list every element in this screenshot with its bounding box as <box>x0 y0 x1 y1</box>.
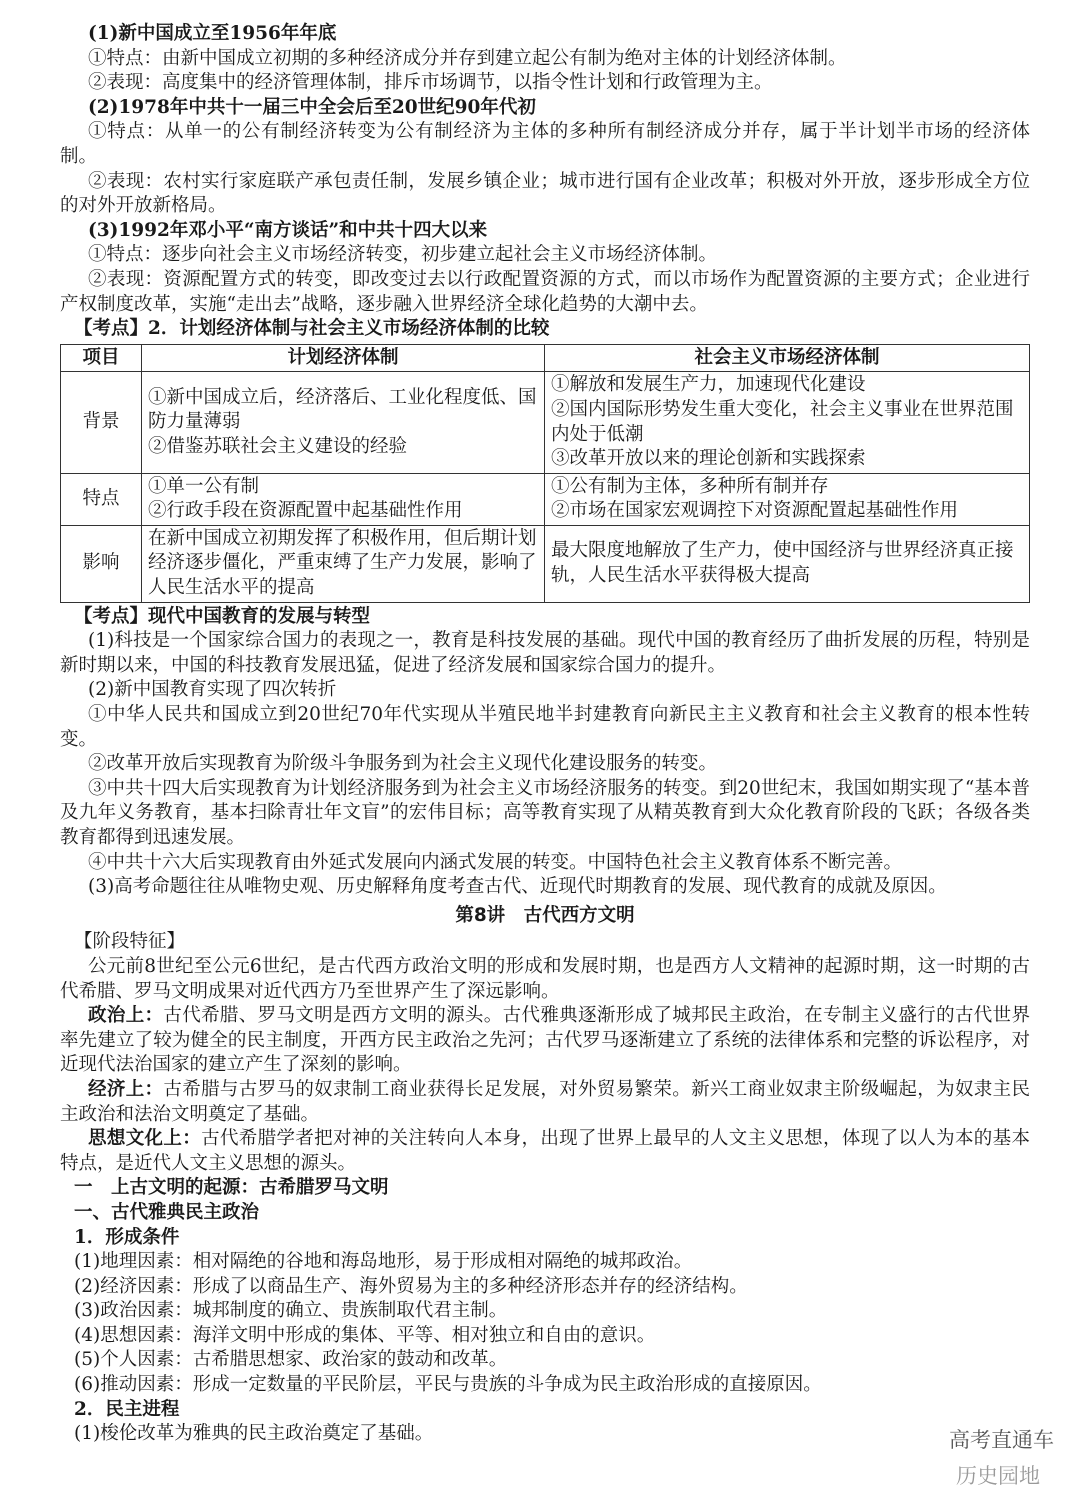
paragraph <box>60 71 1030 96</box>
cell-line: ③改革开放以来的理论创新和实践探索 <box>551 448 866 470</box>
paragraph <box>60 678 1030 703</box>
paragraph <box>60 904 1030 929</box>
paragraph-text: ②表现：农村实行家庭联产承包责任制，发展乡镇企业；城市进行国有企业改革；积极对外开放，逐步形成全方位的对外开放新格局。 <box>60 170 1030 217</box>
paragraph-text: (5)个人因素：古希腊思想家、政治家的鼓动和改革。 <box>74 1349 508 1371</box>
paragraph-text: (3)1992年邓小平“南方谈话”和中共十四大以来 <box>88 219 488 241</box>
watermark-secondary: 历史园地 <box>956 1464 1040 1488</box>
paragraph <box>60 605 1030 630</box>
paragraph-text: ②改革开放后实现教育为阶级斗争服务到为社会主义现代化建设服务的转变。 <box>88 753 718 775</box>
paragraph <box>60 1127 1030 1176</box>
row-item: 特点 <box>61 473 142 525</box>
paragraph <box>60 1324 1030 1349</box>
paragraph-text: (2)经济因素：形成了以商品生产、海外贸易为主的多种经济形态并存的经济结构。 <box>74 1275 748 1297</box>
table-row <box>61 372 1030 473</box>
paragraph <box>60 777 1030 851</box>
cell-line: ①解放和发展生产力，加速现代化建设 <box>551 374 866 396</box>
paragraph-text: ①特点：从单一的公有制经济转变为公有制经济为主体的多种所有制经济成分并存，属于半计划半市场的经济体制。 <box>60 121 1030 167</box>
paragraph-text: 第8讲 古代西方文明 <box>455 904 635 926</box>
table-row <box>61 525 1030 602</box>
cell-line: ②市场在国家宏观调控下对资源配置起基础性作用 <box>551 500 959 522</box>
paragraph-text: (4)思想因素：海洋文明中形成的集体、平等、相对独立和自由的意识。 <box>74 1324 656 1346</box>
cell-line: ①新中国成立后，经济落后、工业化程度低、国防力量薄弱 <box>148 386 537 433</box>
paragraph-text: 1．形成条件 <box>74 1226 180 1248</box>
paragraph-text: (2)1978年中共十一届三中全会后至20世纪90年代初 <box>88 96 536 118</box>
paragraph-text: ①特点：逐步向社会主义市场经济转变，初步建立起社会主义市场经济体制。 <box>88 244 718 266</box>
paragraph-text: ①特点：由新中国成立初期的多种经济成分并存到建立起公有制为绝对主体的计划经济体制。 <box>88 47 847 69</box>
cell-line: ①公有制为主体，多种所有制并存 <box>551 475 829 497</box>
cell-market <box>545 525 1030 602</box>
cell-line: ①单一公有制 <box>148 475 260 497</box>
paragraph-text: 一、古代雅典民主政治 <box>74 1201 260 1223</box>
paragraph <box>60 120 1030 169</box>
paragraph-text: 【考点】2．计划经济体制与社会主义市场经济体制的比较 <box>74 318 550 340</box>
paragraph <box>60 1078 1030 1127</box>
cell-line: ②国内国际形势发生重大变化，社会主义事业在世界范围内处于低潮 <box>551 398 1014 445</box>
paragraph <box>60 268 1030 317</box>
paragraph-text: 古代希腊、罗马文明是西方文明的源头。古代雅典逐渐形成了城邦民主政治，在专制主义盛行的古代世界率先建立了较为健全的民主制度，开西方民主政治之先河；古代罗马逐渐建立了系统的法律体系和完整的诉讼程序，对近现代法治国家的建立产生了深刻的影响。 <box>60 1005 1030 1076</box>
paragraph-text: ①中华人民共和国成立到20世纪70年代实现从半殖民地半封建教育向新民主主义教育和社会主义教育的根本性转变。 <box>60 704 1030 750</box>
paragraph-text: 古希腊与古罗马的奴隶制工商业获得长足发展，对外贸易繁荣。新兴工商业奴隶主阶级崛起，为奴隶主民主政治和法治文明奠定了基础。 <box>60 1078 1030 1125</box>
cell-plan <box>142 525 545 602</box>
paragraph <box>60 1373 1030 1398</box>
watermark-primary: 高考直通车 <box>949 1428 1054 1452</box>
paragraph <box>60 1299 1030 1324</box>
cell-line: 最大限度地解放了生产力，使中国经济与世界经济真正接轨，人民生活水平获得极大提高 <box>551 540 1014 586</box>
paragraph-text: (1)新中国成立至1956年年底 <box>88 23 337 44</box>
paragraph <box>60 96 1030 121</box>
paragraph <box>60 1176 1030 1201</box>
cell-line: ②行政手段在资源配置中起基础性作用 <box>148 500 463 522</box>
paragraph <box>60 1226 1030 1251</box>
paragraph-text: (1)梭伦改革为雅典的民主政治奠定了基础。 <box>74 1423 434 1445</box>
paragraph <box>60 875 1030 900</box>
header-item: 项目 <box>61 344 142 372</box>
paragraph-text: 【阶段特征】 <box>74 931 186 953</box>
paragraph <box>60 47 1030 72</box>
paragraph <box>60 317 1030 342</box>
paragraph <box>60 1398 1030 1423</box>
paragraph <box>60 1348 1030 1373</box>
section-economic-system <box>60 22 1030 342</box>
cell-line: 在新中国成立初期发挥了积极作用，但后期计划经济逐步僵化，严重束缚了生产力发展，影响了人民生活水平的提高 <box>148 527 537 599</box>
paragraph <box>60 629 1030 678</box>
paragraph <box>60 170 1030 219</box>
paragraph-text: (1)地理因素：相对隔绝的谷地和海岛地形，易于形成相对隔绝的城邦政治。 <box>74 1251 693 1273</box>
header-market: 社会主义市场经济体制 <box>545 344 1030 372</box>
cell-line: ②借鉴苏联社会主义建设的经验 <box>148 435 408 457</box>
paragraph <box>60 930 1030 955</box>
paragraph-text: 一 上古文明的起源：古希腊罗马文明 <box>74 1177 389 1199</box>
paragraph-text: ④中共十六大后实现教育由外延式发展向内涵式发展的转变。中国特色社会主义教育体系不断完善。 <box>88 851 903 873</box>
paragraph-text: 2．民主进程 <box>74 1398 180 1420</box>
paragraph-text: 【考点】现代中国教育的发展与转型 <box>74 605 371 627</box>
paragraph-text: (1)科技是一个国家综合国力的表现之一，教育是科技发展的基础。现代中国的教育经历了曲折发展的历程，特别是新时期以来，中国的科技教育发展迅猛，促进了经济发展和国家综合国力的提升。 <box>60 630 1030 676</box>
row-item: 影响 <box>61 525 142 602</box>
cell-plan <box>142 372 545 473</box>
document-page <box>60 22 1030 1447</box>
paragraph-text: (6)推动因素：形成一定数量的平民阶层，平民与贵族的斗争成为民主政治形成的直接原因。 <box>74 1374 822 1396</box>
row-item: 背景 <box>61 372 142 473</box>
section-education-and-west <box>60 605 1030 1447</box>
paragraph <box>60 1201 1030 1226</box>
paragraph-text: ②表现：高度集中的经济管理体制，排斥市场调节，以指令性计划和行政管理为主。 <box>88 72 773 94</box>
paragraph-lead: 政治上： <box>88 1005 164 1027</box>
paragraph <box>60 219 1030 244</box>
paragraph-text: ③中共十四大后实现教育为计划经济服务到为社会主义市场经济服务的转变。到20世纪末，我国如期实现了“基本普及九年义务教育，基本扫除青壮年文盲”的宏伟目标；高等教育实现了从精英教育到大众化教育阶段的飞跃；各级各类教育都得到迅速发展。 <box>60 777 1030 848</box>
paragraph <box>60 1004 1030 1078</box>
paragraph <box>60 955 1030 1004</box>
paragraph <box>60 752 1030 777</box>
header-planned: 计划经济体制 <box>142 344 545 372</box>
paragraph-lead: 思想文化上： <box>88 1128 202 1150</box>
paragraph <box>60 243 1030 268</box>
table-row <box>61 473 1030 525</box>
cell-plan <box>142 473 545 525</box>
cell-market <box>545 473 1030 525</box>
paragraph <box>60 1422 1030 1447</box>
table-header-row <box>61 344 1030 372</box>
comparison-table <box>60 344 1030 603</box>
paragraph <box>60 1250 1030 1275</box>
cell-market <box>545 372 1030 473</box>
paragraph-lead: 经济上： <box>88 1078 164 1100</box>
paragraph <box>60 851 1030 876</box>
paragraph <box>60 22 1030 47</box>
paragraph-text: ②表现：资源配置方式的转变，即改变过去以行政配置资源的方式，而以市场作为配置资源的主要方式；企业进行产权制度改革，实施“走出去”战略，逐步融入世界经济全球化趋势的大潮中去。 <box>60 268 1030 315</box>
paragraph <box>60 703 1030 752</box>
paragraph-text: 古代希腊学者把对神的关注转向人本身，出现了世界上最早的人文主义思想，体现了以人为本的基本特点，是近代人文主义思想的源头。 <box>60 1128 1030 1174</box>
paragraph <box>60 1275 1030 1300</box>
paragraph-text: 公元前8世纪至公元6世纪，是古代西方政治文明的形成和发展时期，也是西方人文精神的起源时期，这一时期的古代希腊、罗马文明成果对近代西方乃至世界产生了深远影响。 <box>60 955 1030 1002</box>
paragraph-text: (3)高考命题往往从唯物史观、历史解释角度考查古代、近现代时期教育的发展、现代教育的成就及原因。 <box>88 876 947 898</box>
paragraph-text: (3)政治因素：城邦制度的确立、贵族制取代君主制。 <box>74 1300 508 1322</box>
paragraph-text: (2)新中国教育实现了四次转折 <box>88 679 337 701</box>
